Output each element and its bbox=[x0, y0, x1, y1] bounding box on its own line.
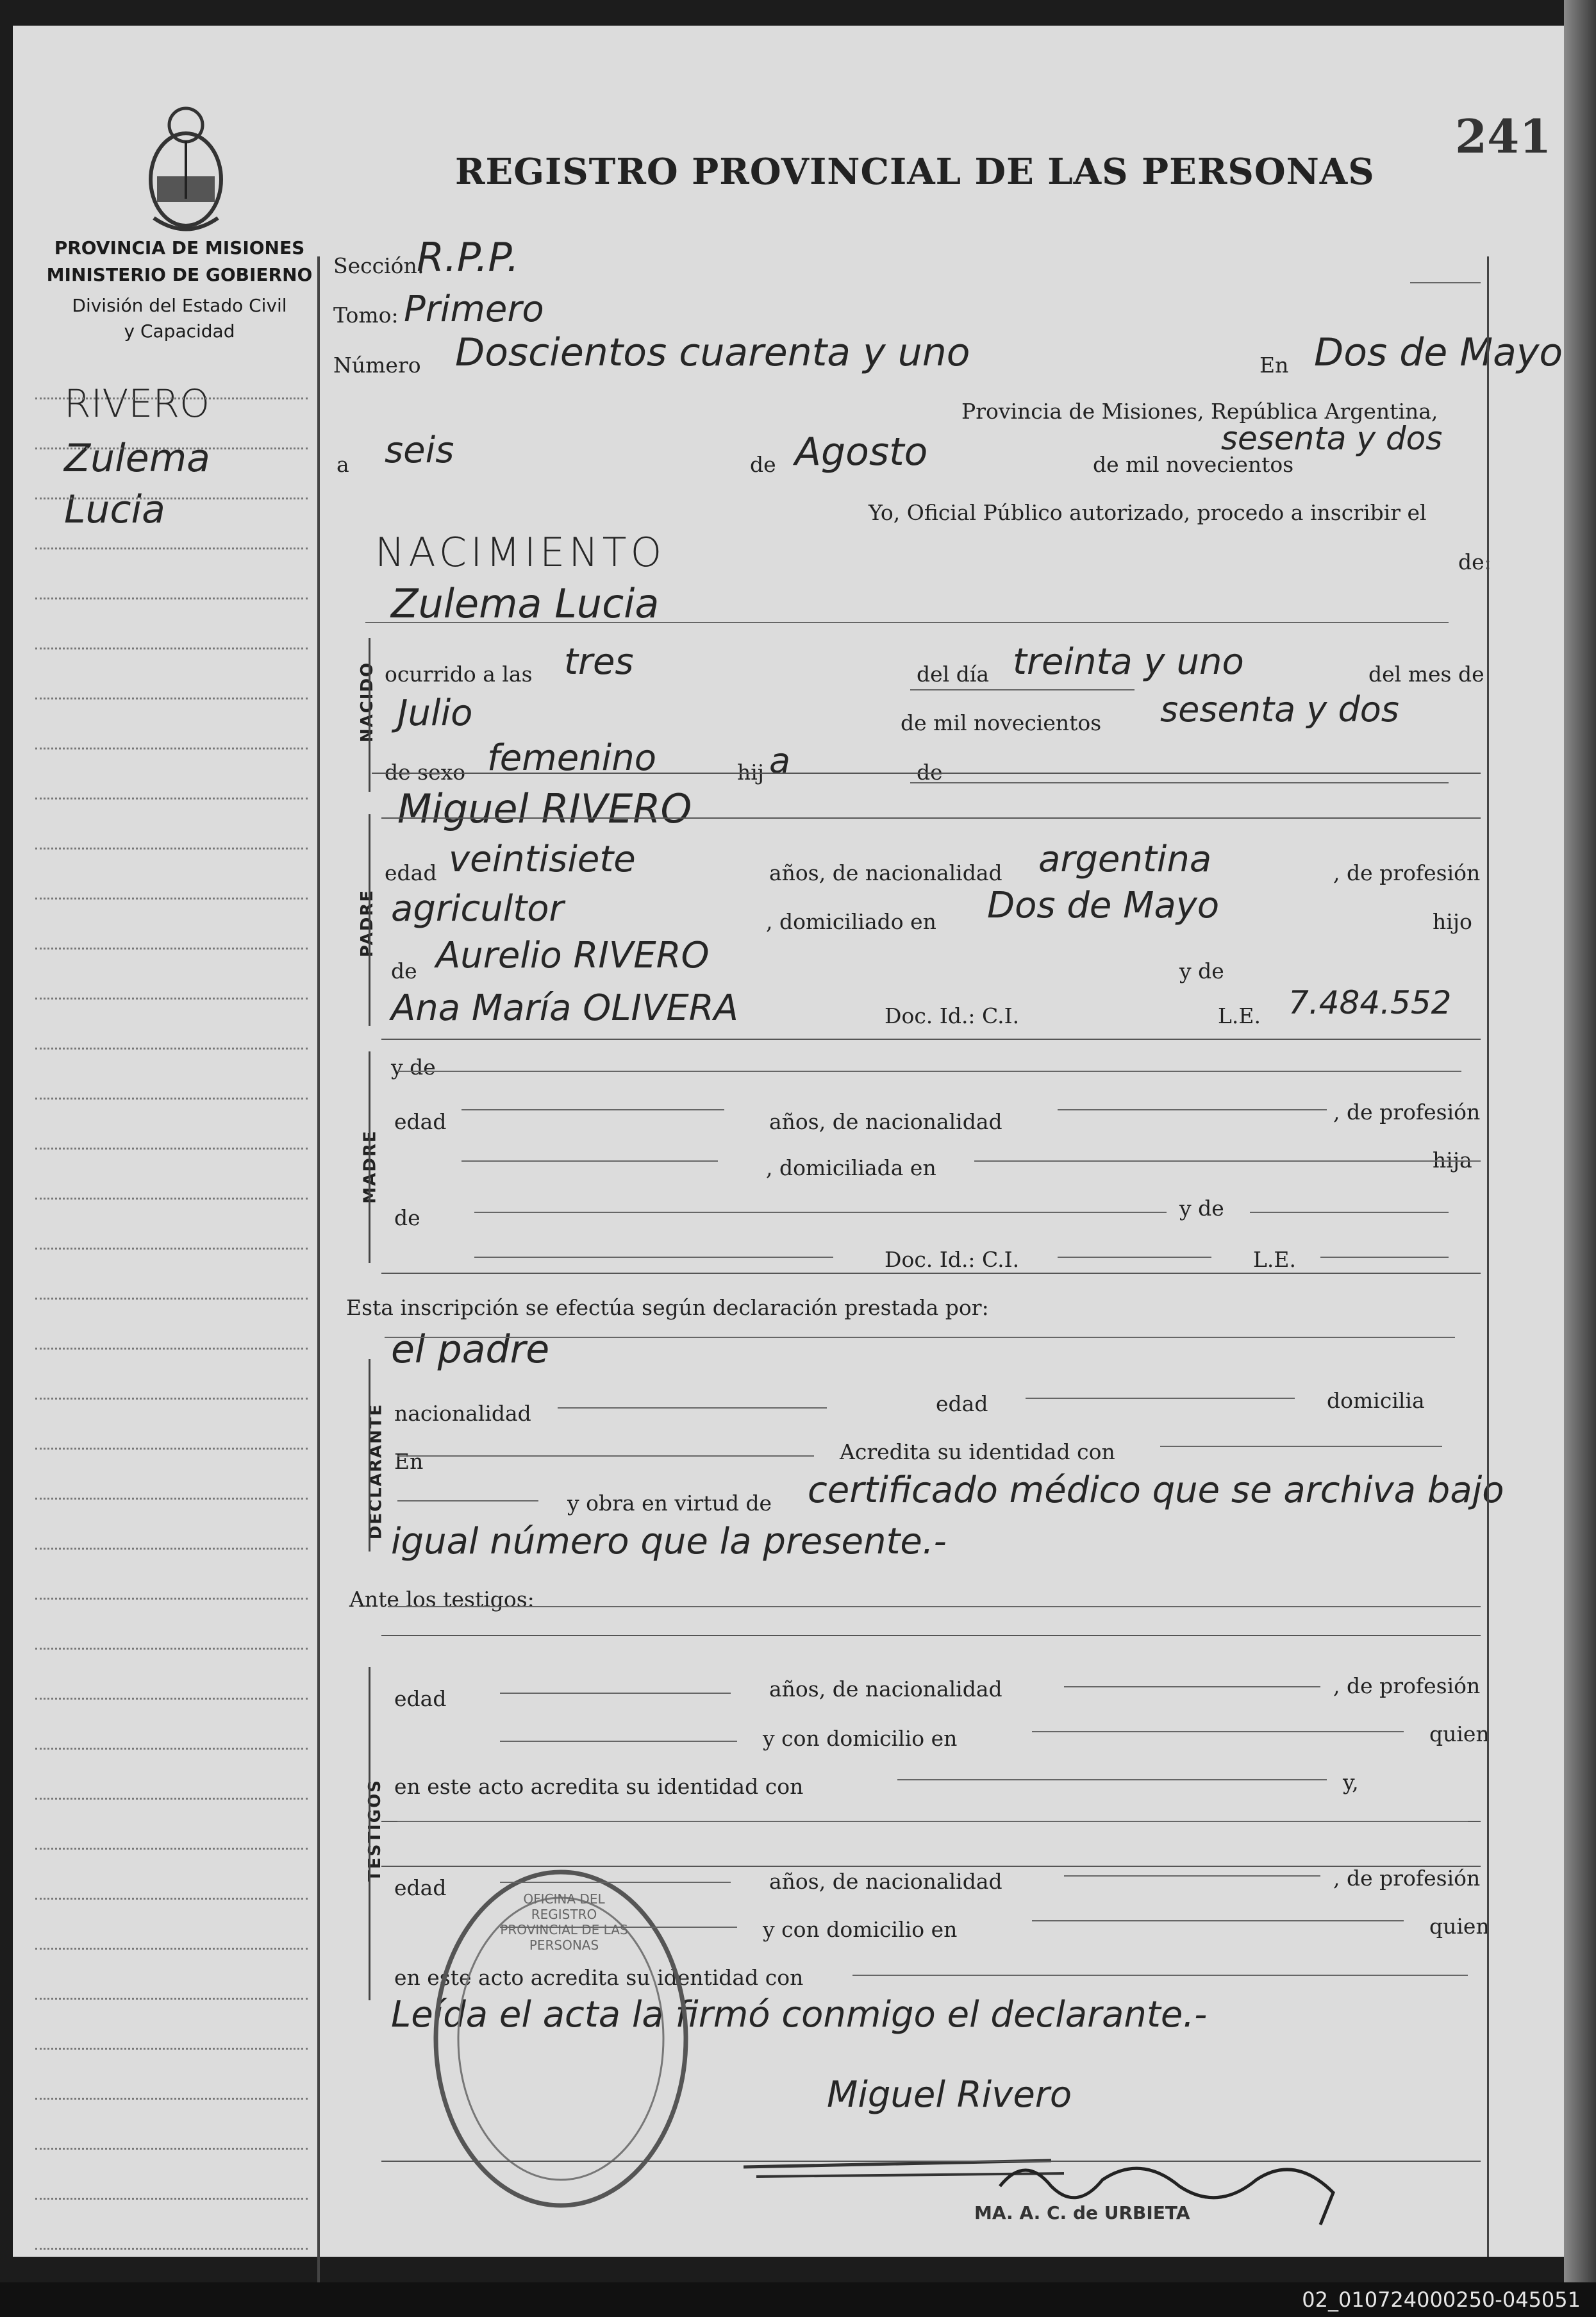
margin-dotted-line bbox=[35, 898, 308, 899]
fill-line bbox=[474, 1212, 1167, 1213]
margin-dotted-line bbox=[35, 397, 308, 399]
right-border bbox=[1487, 256, 1489, 2257]
value-lugar: Dos de Mayo bbox=[1314, 330, 1563, 375]
margin-divider bbox=[317, 256, 320, 2282]
fill-line bbox=[1058, 1257, 1211, 1258]
label-de-sexo: de sexo bbox=[385, 760, 466, 785]
label-madre-doc: Doc. Id.: C.I. bbox=[885, 1247, 1020, 1272]
label-hija: hija bbox=[1433, 1148, 1472, 1173]
footer-bar bbox=[0, 2282, 1596, 2317]
margin-dotted-line bbox=[35, 2098, 308, 2100]
header-ministry: MINISTERIO DE GOBIERNO bbox=[46, 264, 313, 285]
label-t1-domicilio: y con domicilio en bbox=[763, 1726, 958, 1751]
margin-dotted-line bbox=[35, 698, 308, 699]
section-rule bbox=[381, 1635, 1481, 1636]
value-hij-suffix: a bbox=[769, 740, 791, 781]
label-declarante-nacionalidad: nacionalidad bbox=[394, 1401, 531, 1426]
value-abuela: Ana María OLIVERA bbox=[391, 987, 738, 1029]
value-padre-nacionalidad: argentina bbox=[1038, 839, 1212, 880]
declarante-bracket bbox=[369, 1359, 370, 1552]
label-de-mil-novecientos: de mil novecientos bbox=[901, 710, 1102, 735]
margin-dotted-line bbox=[35, 948, 308, 949]
value-dia: seis bbox=[385, 430, 454, 471]
fill-line bbox=[500, 1741, 737, 1742]
value-certificado: certificado médico que se archiva bajo igual número que la presente.- bbox=[391, 1469, 1504, 1562]
label-padre-y-de: y de bbox=[1179, 958, 1224, 983]
label-tomo: Tomo: bbox=[333, 303, 399, 328]
label-del-mes: del mes de bbox=[1368, 662, 1484, 687]
value-padre-edad: veintisiete bbox=[449, 839, 636, 880]
value-cierre: Leída el acta la firmó conmigo el declarante.- bbox=[391, 1994, 1208, 2036]
value-anio: sesenta y dos bbox=[1221, 420, 1443, 457]
label-t1-edad: edad bbox=[394, 1686, 447, 1711]
margin-dotted-line bbox=[35, 1448, 308, 1450]
value-padre-profesion: agricultor bbox=[391, 888, 564, 930]
margin-dotted-line bbox=[35, 448, 308, 449]
fill-line bbox=[1320, 1257, 1449, 1258]
fill-line bbox=[910, 689, 1135, 690]
margin-dotted-line bbox=[35, 2248, 308, 2250]
label-del-dia: del día bbox=[917, 662, 990, 687]
value-mes-nac: Julio bbox=[397, 692, 473, 734]
testigos-bracket bbox=[369, 1667, 370, 2000]
margin-dotted-line bbox=[35, 1198, 308, 1200]
section-rule bbox=[381, 2161, 1481, 2162]
value-tomo: Primero bbox=[404, 289, 544, 330]
label-esta-inscripcion: Esta inscripción se efectúa según declaración prestada por: bbox=[346, 1295, 989, 1320]
fill-line bbox=[397, 1821, 1468, 1822]
label-declarante-en: En bbox=[394, 1449, 424, 1474]
side-label-padre: PADRE bbox=[358, 889, 378, 958]
margin-surname: RIVERO bbox=[64, 381, 210, 426]
value-seccion: R.P.P. bbox=[417, 234, 519, 281]
label-yo-oficial: Yo, Oficial Público autorizado, procedo a inscribir el bbox=[869, 500, 1427, 525]
margin-dotted-line bbox=[35, 1348, 308, 1350]
fill-line bbox=[1032, 1731, 1404, 1732]
margin-dotted-line bbox=[35, 1848, 308, 1850]
section-rule bbox=[381, 1039, 1481, 1040]
value-sexo: femenino bbox=[487, 737, 656, 779]
margin-second-name: Lucia bbox=[64, 487, 165, 532]
margin-dotted-line bbox=[35, 998, 308, 1000]
fill-line bbox=[474, 1257, 833, 1258]
fill-line bbox=[461, 1109, 724, 1110]
page-title: REGISTRO PROVINCIAL DE LAS PERSONAS bbox=[455, 151, 1375, 193]
margin-dotted-line bbox=[35, 848, 308, 849]
label-padre-profesion: , de profesión bbox=[1333, 860, 1481, 885]
label-madre-de: de bbox=[394, 1205, 420, 1230]
margin-dotted-line bbox=[35, 2148, 308, 2150]
fill-line bbox=[397, 1455, 814, 1457]
section-rule bbox=[381, 1866, 1481, 1867]
label-t1-acredita: en este acto acredita su identidad con bbox=[394, 1774, 804, 1799]
label-de-padres: de bbox=[917, 760, 943, 785]
label-madre-le: L.E. bbox=[1253, 1247, 1296, 1272]
fill-line bbox=[397, 1071, 1461, 1072]
fill-line bbox=[385, 1337, 1455, 1338]
fill-line bbox=[897, 1779, 1327, 1780]
margin-dotted-line bbox=[35, 1898, 308, 1900]
margin-dotted-line bbox=[35, 1548, 308, 1550]
value-padre-domicilio: Dos de Mayo bbox=[987, 885, 1220, 926]
fill-line bbox=[1064, 1875, 1320, 1877]
margin-dotted-line bbox=[35, 1748, 308, 1750]
margin-dotted-line bbox=[35, 1798, 308, 1800]
coat-of-arms-icon bbox=[135, 103, 237, 237]
fill-line bbox=[500, 1693, 731, 1694]
label-t2-edad: edad bbox=[394, 1875, 447, 1900]
label-t2-quien: quien bbox=[1429, 1914, 1490, 1939]
label-t1-nacionalidad: años, de nacionalidad bbox=[769, 1677, 1002, 1702]
margin-dotted-line bbox=[35, 1298, 308, 1300]
label-madre-profesion: , de profesión bbox=[1333, 1100, 1481, 1125]
signature-declarante: Miguel Rivero bbox=[827, 2074, 1072, 2116]
margin-dotted-line bbox=[35, 1048, 308, 1050]
label-t2-acredita: en este acto acredita su identidad con bbox=[394, 1965, 804, 1990]
label-mil-novecientos: de mil novecientos bbox=[1093, 452, 1294, 477]
margin-dotted-line bbox=[35, 548, 308, 549]
value-nombre: Zulema Lucia bbox=[391, 580, 660, 627]
fill-line bbox=[558, 1407, 827, 1409]
label-t2-profesion: , de profesión bbox=[1333, 1866, 1481, 1891]
footer-id: 02_010724000250-045051 bbox=[1302, 2288, 1581, 2312]
label-declarante-edad: edad bbox=[936, 1391, 988, 1416]
fill-line bbox=[1250, 1212, 1449, 1213]
header-province: PROVINCIA DE MISIONES bbox=[54, 237, 305, 258]
margin-dotted-line bbox=[35, 498, 308, 499]
value-declarante: el padre bbox=[391, 1327, 550, 1372]
margin-dotted-line bbox=[35, 1098, 308, 1100]
fill-line bbox=[1026, 1398, 1295, 1399]
label-t2-nacionalidad: años, de nacionalidad bbox=[769, 1869, 1002, 1894]
label-a: a bbox=[337, 452, 349, 477]
value-anio-nac: sesenta y dos bbox=[1160, 689, 1399, 730]
margin-dotted-line bbox=[35, 1498, 308, 1500]
fill-line bbox=[1032, 1920, 1404, 1921]
fill-line bbox=[910, 782, 1449, 783]
margin-first-name: Zulema bbox=[64, 436, 210, 481]
margin-dotted-line bbox=[35, 748, 308, 749]
nacido-bracket bbox=[369, 638, 370, 792]
fill-line bbox=[500, 1882, 731, 1883]
fill-line bbox=[388, 1606, 1481, 1607]
margin-dotted-line bbox=[35, 1148, 308, 1150]
label-madre-y-de2: y de bbox=[1179, 1196, 1224, 1221]
value-numero: Doscientos cuarenta y uno bbox=[455, 330, 970, 375]
book-binding bbox=[1564, 0, 1596, 2282]
value-abuelo: Aurelio RIVERO bbox=[436, 935, 710, 976]
side-label-nacido: NACIDO bbox=[358, 661, 378, 743]
margin-dotted-line bbox=[35, 598, 308, 599]
side-label-declarante: DECLARANTE bbox=[366, 1403, 386, 1540]
label-hijo: hijo bbox=[1433, 909, 1472, 934]
fill-line bbox=[852, 1975, 1468, 1976]
side-label-testigos: TESTIGOS bbox=[365, 1779, 385, 1882]
section-rule bbox=[372, 773, 1481, 774]
label-declarante-domicilia: domicilia bbox=[1327, 1388, 1425, 1413]
margin-dotted-line bbox=[35, 1598, 308, 1600]
label-acredita: Acredita su identidad con bbox=[840, 1439, 1115, 1464]
label-t1-profesion: , de profesión bbox=[1333, 1673, 1481, 1698]
label-padre-le: L.E. bbox=[1218, 1003, 1261, 1028]
label-t2-domicilio: y con domicilio en bbox=[763, 1917, 958, 1942]
fill-line bbox=[365, 622, 1449, 623]
label-t1-quien: quien bbox=[1429, 1721, 1490, 1746]
register-sheet bbox=[13, 26, 1570, 2257]
signature-officer bbox=[731, 2141, 1410, 2244]
label-provincia: Provincia de Misiones, República Argentina, bbox=[961, 399, 1438, 424]
value-padre-nombre: Miguel RIVERO bbox=[397, 785, 692, 832]
fill-line bbox=[1410, 282, 1481, 283]
margin-dotted-line bbox=[35, 2048, 308, 2050]
label-madre-y-de: y de bbox=[391, 1055, 436, 1080]
value-acto: NACIMIENTO bbox=[375, 529, 666, 576]
label-t1-y: y, bbox=[1343, 1769, 1359, 1794]
fill-line bbox=[1160, 1446, 1442, 1447]
signature-officer-name: MA. A. C. de URBIETA bbox=[974, 2202, 1190, 2223]
fill-line bbox=[461, 1160, 718, 1162]
stamp-text: OFICINA DEL REGISTRO PROVINCIAL DE LAS PERSONAS bbox=[500, 1891, 628, 1953]
header-division: División del Estado Civil bbox=[72, 295, 287, 316]
header-capacity: y Capacidad bbox=[124, 321, 235, 342]
page-number: 241 bbox=[1455, 109, 1552, 163]
margin-dotted-line bbox=[35, 1698, 308, 1700]
label-obra-virtud: y obra en virtud de bbox=[567, 1491, 772, 1516]
label-ante-testigos: Ante los testigos: bbox=[349, 1587, 535, 1612]
fill-line bbox=[1064, 1686, 1320, 1687]
fill-line bbox=[397, 1500, 538, 1501]
madre-bracket bbox=[369, 1051, 370, 1263]
label-ocurrido: ocurrido a las bbox=[385, 662, 533, 687]
section-rule bbox=[381, 817, 1481, 819]
margin-dotted-line bbox=[35, 798, 308, 799]
section-rule bbox=[381, 1273, 1481, 1274]
margin-dotted-line bbox=[35, 1648, 308, 1650]
margin-dotted-line bbox=[35, 1398, 308, 1400]
margin-dotted-line bbox=[35, 2198, 308, 2200]
fill-line bbox=[1058, 1109, 1327, 1110]
margin-dotted-line bbox=[35, 1998, 308, 2000]
label-madre-edad: edad bbox=[394, 1109, 447, 1134]
side-label-madre: MADRE bbox=[360, 1130, 380, 1204]
value-padre-le: 7.484.552 bbox=[1288, 984, 1452, 1021]
label-padre-nacionalidad: años, de nacionalidad bbox=[769, 860, 1002, 885]
label-hij: hij bbox=[737, 760, 765, 785]
margin-dotted-line bbox=[35, 1248, 308, 1250]
label-en: En bbox=[1259, 353, 1289, 378]
label-de-colon: de: bbox=[1458, 549, 1492, 574]
fill-line bbox=[974, 1160, 1481, 1162]
padre-bracket bbox=[369, 814, 370, 1026]
label-numero: Número bbox=[333, 353, 421, 378]
label-padre-doc: Doc. Id.: C.I. bbox=[885, 1003, 1020, 1028]
value-mes: Agosto bbox=[795, 430, 928, 474]
label-padre-de: de bbox=[391, 958, 417, 983]
label-madre-nacionalidad: años, de nacionalidad bbox=[769, 1109, 1002, 1134]
fill-line bbox=[500, 1927, 737, 1928]
label-padre-domicilio: , domiciliado en bbox=[766, 909, 936, 934]
label-madre-domicilio: , domiciliada en bbox=[766, 1155, 936, 1180]
margin-dotted-line bbox=[35, 648, 308, 649]
value-hora: tres bbox=[564, 641, 634, 683]
label-padre-edad: edad bbox=[385, 860, 437, 885]
value-dia-nac: treinta y uno bbox=[1013, 641, 1244, 683]
label-seccion: Sección: bbox=[333, 253, 424, 278]
margin-dotted-line bbox=[35, 1948, 308, 1950]
label-de-mes: de bbox=[750, 452, 776, 477]
